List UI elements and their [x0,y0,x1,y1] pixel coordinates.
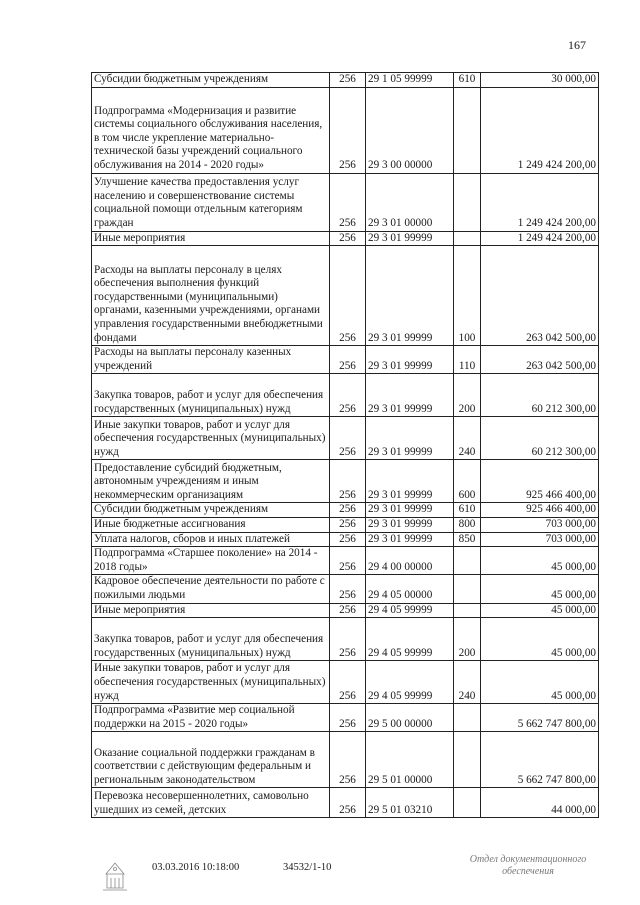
row-expense-type-cell: 610 [454,73,481,88]
footer-date: 03.03.2016 10:18:00 [152,862,240,873]
row-article-cell: 29 3 00 00000 [366,87,454,173]
row-sum-cell: 263 042 500,00 [481,246,599,346]
row-article-cell: 29 3 01 99999 [366,374,454,417]
row-code-cell: 256 [330,618,366,661]
row-sum-cell: 925 466 400,00 [481,503,599,518]
budget-table [91,72,599,818]
row-name-cell: Иные закупки товаров, работ и услуг для обеспечения государственных (муниципальных) нужд [92,661,330,704]
row-code-cell: 256 [330,346,366,374]
row-name-cell: Иные бюджетные ассигнования [92,517,330,532]
stamp-line: обеспечения [502,866,554,877]
row-article-cell: 29 5 00 00000 [366,704,454,732]
emblem-icon [98,860,132,894]
row-name-cell: Иные мероприятия [92,603,330,618]
row-code-cell: 256 [330,704,366,732]
row-name-cell: Уплата налогов, сборов и иных платежей [92,532,330,547]
row-expense-type-cell [454,547,481,575]
row-sum-cell: 60 212 300,00 [481,374,599,417]
table-row [92,417,599,460]
row-expense-type-cell [454,231,481,246]
table-row [92,575,599,603]
row-code-cell: 256 [330,73,366,88]
row-sum-cell: 60 212 300,00 [481,417,599,460]
table-row [92,231,599,246]
table-row [92,532,599,547]
row-article-cell: 29 3 01 99999 [366,417,454,460]
row-code-cell: 256 [330,547,366,575]
row-article-cell: 29 5 01 00000 [366,732,454,788]
row-name-cell: Подпрограмма «Модернизация и развитие системы социального обслуживания населения, в том числе укрепление материально-технической базы учреждений социального обслуживания на 2014 - 2020 годы» [92,87,330,173]
row-sum-cell: 45 000,00 [481,547,599,575]
row-article-cell: 29 5 01 03210 [366,788,454,818]
table-row [92,460,599,503]
row-article-cell: 29 3 01 99999 [366,246,454,346]
row-expense-type-cell: 850 [454,532,481,547]
row-sum-cell: 44 000,00 [481,788,599,818]
row-code-cell: 256 [330,173,366,231]
row-sum-cell: 45 000,00 [481,661,599,704]
row-expense-type-cell [454,704,481,732]
row-article-cell: 29 4 05 99999 [366,618,454,661]
footer-doc-number: 34532/1-10 [283,862,332,873]
row-code-cell: 256 [330,661,366,704]
row-article-cell: 29 3 01 99999 [366,503,454,518]
row-code-cell: 256 [330,732,366,788]
row-code-cell: 256 [330,87,366,173]
row-expense-type-cell [454,173,481,231]
table-row [92,374,599,417]
row-sum-cell: 45 000,00 [481,618,599,661]
row-sum-cell: 925 466 400,00 [481,460,599,503]
row-code-cell: 256 [330,788,366,818]
row-article-cell: 29 3 01 00000 [366,173,454,231]
row-expense-type-cell [454,575,481,603]
row-sum-cell: 30 000,00 [481,73,599,88]
row-code-cell: 256 [330,517,366,532]
row-sum-cell: 1 249 424 200,00 [481,87,599,173]
row-name-cell: Перевозка несовершеннолетних, самовольно ушедших из семей, детских [92,788,330,818]
row-name-cell: Кадровое обеспечение деятельности по работе с пожилыми людьми [92,575,330,603]
department-stamp [448,854,608,878]
row-code-cell: 256 [330,417,366,460]
budget-table-body [92,73,599,818]
table-row [92,246,599,346]
row-expense-type-cell [454,87,481,173]
row-expense-type-cell: 200 [454,374,481,417]
row-name-cell: Улучшение качества предоставления услуг населению и совершенствование системы социальной помощи отдельным категориям граждан [92,173,330,231]
table-row [92,503,599,518]
page-number: 167 [568,38,586,52]
row-expense-type-cell: 610 [454,503,481,518]
table-row [92,618,599,661]
row-code-cell: 256 [330,603,366,618]
row-sum-cell: 1 249 424 200,00 [481,173,599,231]
row-sum-cell: 5 662 747 800,00 [481,704,599,732]
row-name-cell: Расходы на выплаты персоналу казенных учреждений [92,346,330,374]
table-row [92,661,599,704]
row-article-cell: 29 4 05 00000 [366,575,454,603]
stamp-line: Отдел документационного [469,854,587,865]
row-name-cell: Подпрограмма «Развитие мер социальной поддержки на 2015 - 2020 годы» [92,704,330,732]
row-name-cell: Расходы на выплаты персоналу в целях обеспечения выполнения функций государственными (муниципальными) органами, казенными учреждениями, органами управления государственными внебюджетными фондами [92,246,330,346]
row-code-cell: 256 [330,503,366,518]
table-row [92,732,599,788]
row-expense-type-cell: 110 [454,346,481,374]
table-row [92,346,599,374]
row-name-cell: Оказание социальной поддержки гражданам в соответствии с действующим федеральным и региональным законодательством [92,732,330,788]
row-name-cell: Субсидии бюджетным учреждениям [92,73,330,88]
row-article-cell: 29 3 01 99999 [366,460,454,503]
row-expense-type-cell: 200 [454,618,481,661]
row-article-cell: 29 3 01 99999 [366,231,454,246]
row-code-cell: 256 [330,460,366,503]
row-sum-cell: 5 662 747 800,00 [481,732,599,788]
row-article-cell: 29 4 05 99999 [366,661,454,704]
row-article-cell: 29 4 00 00000 [366,547,454,575]
row-name-cell: Иные мероприятия [92,231,330,246]
row-article-cell: 29 3 01 99999 [366,517,454,532]
row-sum-cell: 1 249 424 200,00 [481,231,599,246]
row-code-cell: 256 [330,374,366,417]
row-name-cell: Подпрограмма «Старшее поколение» на 2014 - 2018 годы» [92,547,330,575]
row-code-cell: 256 [330,246,366,346]
row-sum-cell: 263 042 500,00 [481,346,599,374]
table-row [92,547,599,575]
row-name-cell: Закупка товаров, работ и услуг для обеспечения государственных (муниципальных) нужд [92,618,330,661]
table-row [92,87,599,173]
row-sum-cell: 703 000,00 [481,532,599,547]
row-code-cell: 256 [330,575,366,603]
row-code-cell: 256 [330,532,366,547]
row-expense-type-cell: 100 [454,246,481,346]
row-article-cell: 29 4 05 99999 [366,603,454,618]
row-code-cell: 256 [330,231,366,246]
table-row [92,73,599,88]
row-expense-type-cell: 240 [454,417,481,460]
table-row [92,603,599,618]
row-sum-cell: 703 000,00 [481,517,599,532]
row-expense-type-cell: 600 [454,460,481,503]
row-expense-type-cell [454,788,481,818]
row-article-cell: 29 1 05 99999 [366,73,454,88]
row-expense-type-cell: 240 [454,661,481,704]
row-sum-cell: 45 000,00 [481,575,599,603]
row-expense-type-cell [454,603,481,618]
row-expense-type-cell [454,732,481,788]
row-name-cell: Закупка товаров, работ и услуг для обеспечения государственных (муниципальных) нужд [92,374,330,417]
row-name-cell: Иные закупки товаров, работ и услуг для обеспечения государственных (муниципальных) нужд [92,417,330,460]
table-row [92,704,599,732]
row-expense-type-cell: 800 [454,517,481,532]
table-row [92,788,599,818]
table-row [92,173,599,231]
row-name-cell: Субсидии бюджетным учреждениям [92,503,330,518]
table-row [92,517,599,532]
row-article-cell: 29 3 01 99999 [366,532,454,547]
row-name-cell: Предоставление субсидий бюджетным, автономным учреждениям и иным некоммерческим организациям [92,460,330,503]
row-article-cell: 29 3 01 99999 [366,346,454,374]
row-sum-cell: 45 000,00 [481,603,599,618]
